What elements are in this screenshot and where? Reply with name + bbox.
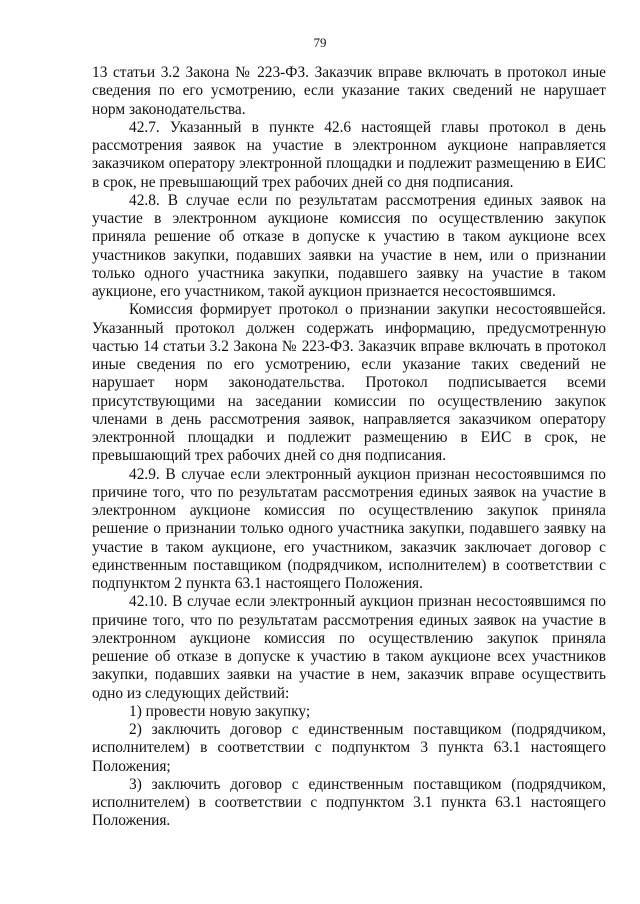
list-item-1: 1) провести новую закупку; bbox=[129, 702, 311, 720]
paragraph-42-8: 42.8. В случае если по результатам рассмотрения единых заявок на участие в электронном аукционе комиссия по осуществлению закупок приняла решение об отказе в допуске к участию в таком аукционе всех участников закупки, подавших заявки на участие в нем, или о признании только одного участника закупки, подавшего заявку на участие в таком аукционе, его участником, такой аукцион признается несостоявшимся. bbox=[92, 191, 606, 300]
paragraph-continuation: 13 статьи 3.2 Закона № 223-ФЗ. Заказчик вправе включать в протокол иные сведения по его усмотрению, если указание таких сведений не нарушает норм законодательства. bbox=[92, 64, 606, 118]
page-number: 79 bbox=[313, 35, 327, 50]
paragraph-commission-protocol: Комиссия формирует протокол о признании закупки несостоявшейся. Указанный протокол должен содержать информацию, предусмотренную частью 14 статьи 3.2 Закона № 223-ФЗ. Заказчик вправе включать в протокол иные сведения по его усмотрению, если указание таких сведений не нарушает норм законодательства. Протокол подписывается всеми присутствующими на заседании комиссии по осуществлению закупок членами в день рассмотрения заявок, направляется заказчиком оператору электронной площадки и подлежит размещению в ЕИС в срок, не превышающий трех рабочих дней со дня подписания. bbox=[92, 301, 606, 465]
list-item-3: 3) заключить договор с единственным поставщиком (подрядчиком, исполнителем) в соответствии с подпунктом 3.1 пункта 63.1 настоящего Положения. bbox=[92, 775, 606, 830]
list-item-2: 2) заключить договор с единственным поставщиком (подрядчиком, исполнителем) в соответствии с подпунктом 3 пункта 63.1 настоящего Положения; bbox=[92, 721, 606, 775]
paragraph-42-10: 42.10. В случае если электронный аукцион признан несостоявшимся по причине того, что по результатам рассмотрения единых заявок на участие в электронном аукционе комиссия по осуществлению закупок приняла решение об отказе в допуске к участию в таком аукционе всех участников закупки, подавших заявки на участие в нем, заказчик вправе осуществить одно из следующих действий: bbox=[92, 593, 606, 702]
paragraph-42-9: 42.9. В случае если электронный аукцион признан несостоявшимся по причине того, что по результатам рассмотрения единых заявок на участие в электронном аукционе комиссия по осуществлению закупок приняла решение о признании только одного участника закупки, подавшего заявку на участие в таком аукционе, его участником, заказчик заключает договор с единственным поставщиком (подрядчиком, исполнителем) в соответствии с подпунктом 2 пункта 63.1 настоящего Положения. bbox=[92, 465, 606, 592]
document-body bbox=[92, 64, 606, 831]
paragraph-42-7: 42.7. Указанный в пункте 42.6 настоящей главы протокол в день рассмотрения заявок на участие в электронном аукционе направляется заказчиком оператору электронной площадки и подлежит размещению в ЕИС в срок, не превышающий трех рабочих дней со дня подписания. bbox=[92, 118, 606, 191]
